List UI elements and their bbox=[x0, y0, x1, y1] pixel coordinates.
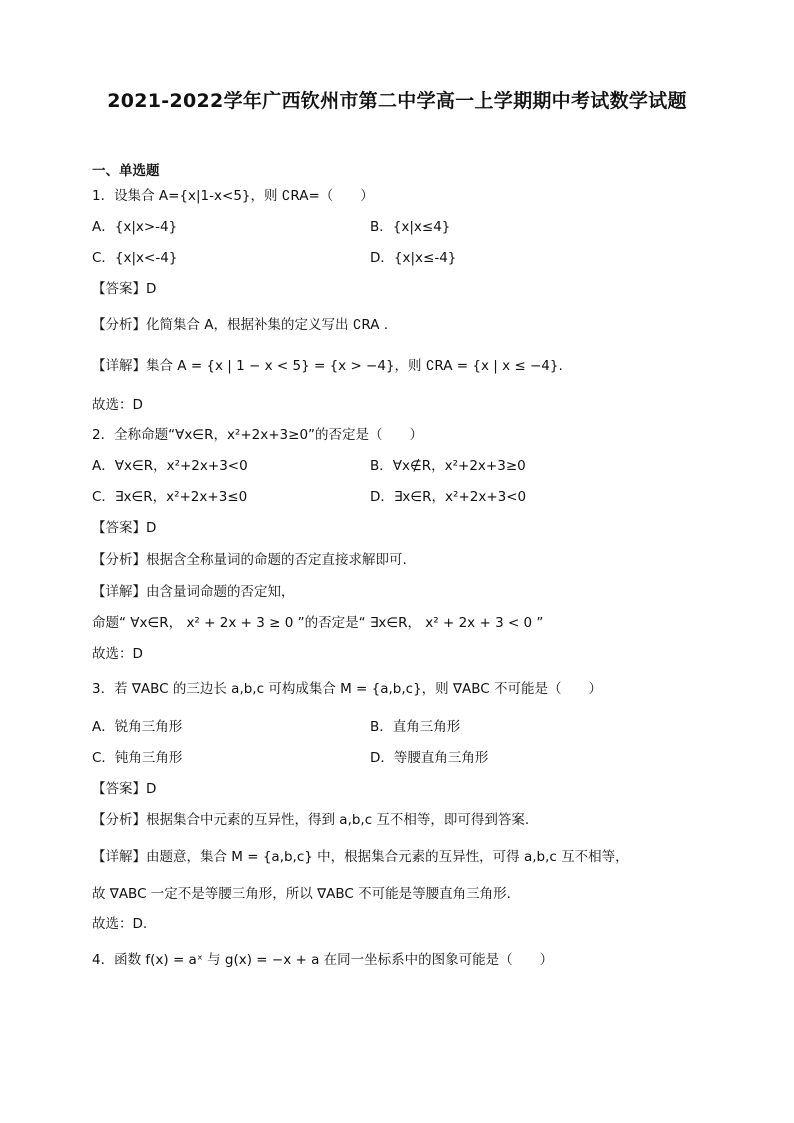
q2-detail: 【详解】由含量词命题的否定知， bbox=[92, 584, 295, 600]
q2-analysis: 【分析】根据含全称量词的命题的否定直接求解即可. bbox=[92, 552, 407, 568]
q3-detail-2: 故 ∇ABC 一定不是等腰三角形，所以 ∇ABC 不可能是等腰直角三角形. bbox=[92, 886, 511, 902]
q2-option-a: A．∀x∈R，x²+2x+3<0 bbox=[92, 458, 248, 474]
q3-stem: 3．若 ∇ABC 的三边长 a,b,c 可构成集合 M = {a,b,c}，则 ∇ABC 不可能是（ ） bbox=[92, 681, 602, 697]
q2-conclusion: 故选：D bbox=[92, 646, 143, 662]
q1-stem: 1．设集合 A={x|1-x<5}，则 ∁RA=（ ） bbox=[92, 188, 374, 204]
q3-option-a: A．锐角三角形 bbox=[92, 719, 183, 735]
q2-answer: 【答案】D bbox=[92, 520, 157, 536]
q2-option-b: B．∀x∉R，x²+2x+3≥0 bbox=[370, 458, 526, 474]
q3-detail: 【详解】由题意，集合 M = {a,b,c} 中，根据集合元素的互异性，可得 a,b,c 互不相等， bbox=[92, 849, 629, 865]
page-title: 2021-2022学年广西钦州市第二中学高一上学期期中考试数学试题 bbox=[107, 90, 687, 112]
q3-conclusion: 故选：D. bbox=[92, 916, 148, 932]
section-heading: 一、单选题 bbox=[92, 163, 160, 179]
q2-detail-2: 命题“ ∀x∈R， x² + 2x + 3 ≥ 0 ”的否定是“ ∃x∈R， x² + 2x + 3 < 0 ” bbox=[92, 615, 544, 631]
q3-option-b: B．直角三角形 bbox=[370, 719, 461, 735]
q3-option-c: C．钝角三角形 bbox=[92, 750, 183, 766]
q3-analysis: 【分析】根据集合中元素的互异性，得到 a,b,c 互不相等，即可得到答案. bbox=[92, 812, 530, 828]
q1-option-a: A．{x|x>-4} bbox=[92, 219, 178, 235]
q3-answer: 【答案】D bbox=[92, 781, 157, 797]
q1-analysis: 【分析】化简集合 A，根据补集的定义写出 ∁RA . bbox=[92, 317, 389, 333]
q1-answer: 【答案】D bbox=[92, 281, 157, 297]
q2-option-c: C．∃x∈R，x²+2x+3≤0 bbox=[92, 489, 248, 505]
q1-option-b: B．{x|x≤4} bbox=[370, 219, 451, 235]
q4-stem: 4．函数 f(x) = aˣ 与 g(x) = −x + a 在同一坐标系中的图象可能是（ ） bbox=[92, 952, 554, 968]
q1-option-c: C．{x|x<-4} bbox=[92, 250, 178, 266]
q1-conclusion: 故选：D bbox=[92, 397, 143, 413]
q1-option-d: D．{x|x≤-4} bbox=[370, 250, 457, 266]
q1-detail: 【详解】集合 A = {x | 1 − x < 5} = {x > −4}，则 ∁RA = {x | x ≤ −4}. bbox=[92, 358, 563, 374]
q2-stem: 2．全称命题“∀x∈R，x²+2x+3≥0”的否定是（ ） bbox=[92, 427, 424, 443]
q3-option-d: D．等腰直角三角形 bbox=[370, 750, 489, 766]
q2-option-d: D．∃x∈R，x²+2x+3<0 bbox=[370, 489, 527, 505]
